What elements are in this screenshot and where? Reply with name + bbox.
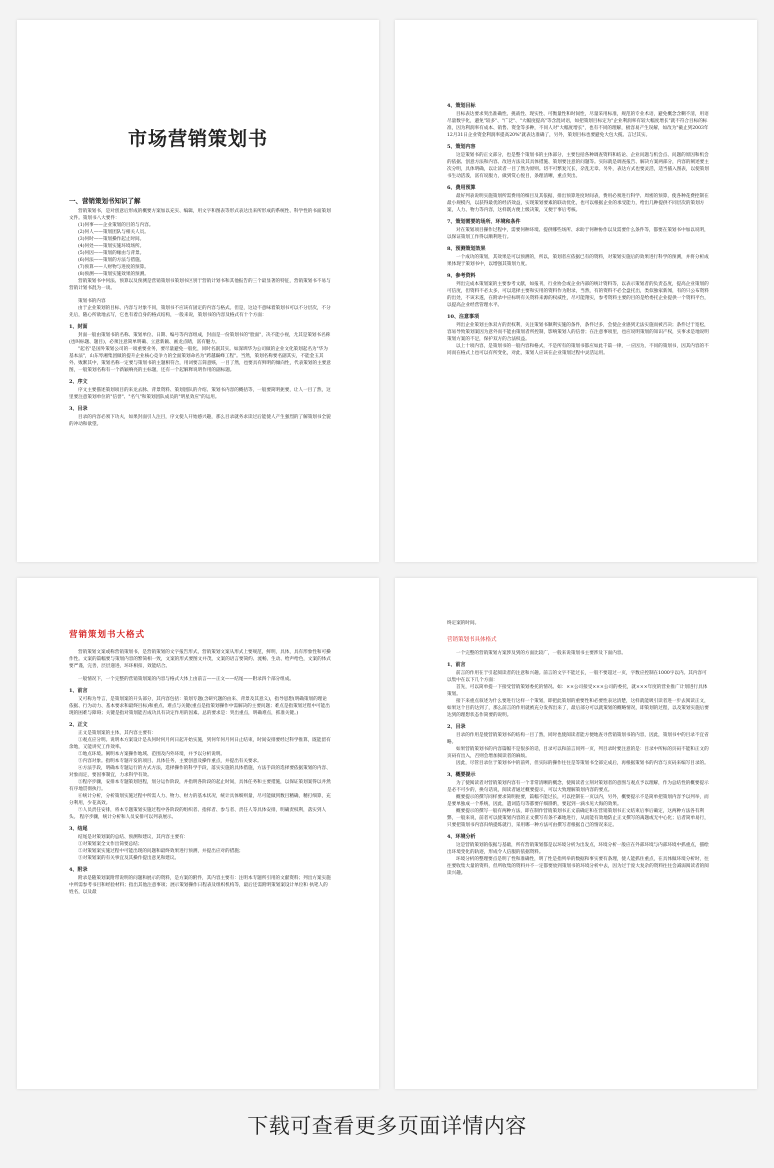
- paragraph: 对在策划项目操作过程中，需要何种环境、提供哪些场所、求助于何种协作以及需要什么条件等，都要在策划书中加以说明，以保证策划工作得以顺利进行。: [447, 228, 709, 240]
- paragraph: 概要提示的撰写同样要求简明扼要，篇幅不能过长，可以控制在一页以内，另外，概要提示不是简单把策划内容予以列举，而是要单独成一个系统，因此，遣词造句等都要仔细斟酌，要起到一滴水见大海的效果。: [447, 795, 709, 807]
- red-section-title: 营销策划书大格式: [69, 630, 146, 640]
- list-item: (5)何因——策划的缘由与背景。: [78, 251, 145, 256]
- paragraph: 这是营销策划的依据与基础，所有营销策划都是以环境分析为出发点，环境分析一般应在外部环境与内部环境中抓重点，描绘出环境变化的轨迹，形成令人信服的依据资料。: [447, 843, 709, 855]
- subsection-title: 9、参考资料: [447, 273, 476, 279]
- paragraph: 序文主要描述策划项目的来龙去脉、背景资料、策划团队的介绍、策划书内容的概括等，一般要简明扼要，让人一目了然，这里要注意策划单位的"信誉"、"名气"和策划团队成员的"明星效应"的运用。: [69, 388, 331, 400]
- subsection-title: 3、概要提示: [447, 772, 476, 778]
- subsection-title: 1、前言: [447, 662, 466, 668]
- list-item: ④方法手段，明确本专题运行的方式方法，选择操作的科学手段，落实实施的具体措施，方法手段的选择要依据策划的内容、对象而定，要因事制宜，力求科学有效。: [69, 766, 331, 778]
- paragraph: 因此，尽管目录位于策划书中的前列，但实际的操作往往是等策划书全部完成后，再根据策划书的内容与页码来编写目录的。: [456, 761, 709, 766]
- subsection-title: 1、封面: [69, 324, 88, 330]
- document-page-3: [17, 578, 379, 1089]
- paragraph: 终定案的时间。: [447, 621, 480, 626]
- document-page-1: [17, 20, 379, 562]
- section-heading: 一、营销策划书知识了解: [69, 197, 141, 205]
- paragraph: 营销策划书，是对创意后形成的概要方案加以充实、编辑，用文字和图表等形式表达出来所形成的系统性、科学性的书面策划文件。策划书八大要件：: [69, 209, 331, 221]
- paragraph: 一般情况下，一个完整的营销策划案的内容与格式大体上由前言——正文——结尾——附录四个部分组成。: [78, 677, 294, 682]
- document-page-4: [395, 578, 757, 1089]
- paragraph: 如果营销策划书的内容篇幅不是很多的话，目录可以和前言同列一页，列目录时要注意的是：目录中所标的页码不能和正文的页码有出入，否则会增加阅读者的麻烦。: [447, 747, 709, 759]
- list-item: ③对策划案的有关事宜及其操作提出意见和建议。: [78, 856, 180, 861]
- paragraph: 一个完整的营销策划方案涉及到的方面比较广，一般来说策划书主要涉及下面内容。: [456, 651, 626, 656]
- paragraph: 营销策划书中何法、预算以及预测是营销策划书策划书区别于营销计划书和其他报告的三个最显著的特征，营销策划书不易与营销计划书混为一谈。: [69, 279, 331, 291]
- paragraph: 目录的作用是使营销策划书的结构一目了然，同时也使阅读者能方便地查寻营销策划书的内容，因此，策划书中的目录不宜省略。: [447, 733, 709, 745]
- paragraph: 列出企业策划主体双方的责权利，关注策划书顺利实施的条件，条件过多，会使企业感到无法实施而被否决；条件过于宽松，容易导致策划案因为意外而不能由策划者所控制，影响策划人的信誉；在注意事项里，也应说明策划的知识产权，实事求是地说明策划方案的不足，保护双方的合法权益。: [447, 323, 709, 342]
- paragraph: 封面一般由策划书的名称、策划单位、日期、编号等内容组成，封面是一份策划书的"脸面"，决不能小视，尤其是策划书名称(也叫标题、题目)，必须注意简单明确、立意新颖、画龙点睛，富有魅力。: [69, 333, 331, 345]
- paragraph: 首先，可以简单提一下接受营销策划委托的情况。如：××公司接受×××公司的委托，就×××年度的营业推广计划进行具体策划。: [447, 685, 708, 697]
- paragraph: "起名"是国外策划公司的一项重要业务，要尽量避免一般化，同时名副其实。如深圳华为公司做的企业文化策划起名为"华为基本法"，山东琴湘集团做的提升企业核心竞争力的全面策划命名为"跨越巅峰工程"。当然，策划名称要名副其实，不能金玉其外、败絮其中，策划名称一定要与策划书的主题相符合，用词要言简意赅，一目了然，也要具有鲜明的倾向性，代表策划的主要意图，一般策划名称有一个新颖响亮的主标题，还有一个起解释说明作用的副标题。: [69, 347, 331, 373]
- list-item: ⑤程序步骤，安排本专题策划进程，划分运作阶段，并指明各阶段的起止时间，具体任务和主要措施，以保证策划案得以井然有序地贯彻执行。: [69, 780, 331, 792]
- paragraph: 前言的作用在于引起阅读者的注意和兴趣。前言的文字不能过长，一般不要超过一页，字数应控制在1000字以内。其内容可以集中在以下几个方面：: [447, 671, 707, 683]
- list-item: ②地点环境。阐明本方案操作地域、范围及内外环境，并予以分析说明。: [78, 752, 226, 757]
- list-item: ⑦人员责任安排，将本专题策划实施过程中各阶段的组织者、指挥者、参与者、责任人等具体安排，明确责权利，落实到人头。 程序步骤，统计分析和人员安排可以列表展示。: [69, 808, 327, 820]
- subsection-title: 4、策划目标: [447, 103, 476, 109]
- paragraph: 环境分析的整理要点是明了性和准确性，明了性是指列举的数据和事实要有条理，使人能抓住重点，在具体做环境分析时，往往要收集大量的资料，但所收集的资料并不一定都要放到策划书的环境分析中去，因为过于庞大复杂的资料往往会减弱阅读者的阅读兴趣。: [447, 857, 709, 876]
- paragraph: 正文是策划案的主体，其内容主要有：: [78, 731, 157, 736]
- paragraph: 以上十项内容，是策划书的一般内容和格式，不是所有的策划书都应如此千篇一律，一应因为，不同的策划书，因其内容的不同而在格式上也可以有所变化，对此，策划人应该在企业策划过程中灵活运用。: [447, 344, 709, 356]
- paragraph: 目录的内容必须下功夫，如果封面引人注目，序文使人开始感兴趣，那么目录就务求读过后能使人产生强烈的了解策划书全貌的冲动和欲望。: [69, 415, 331, 427]
- document-title: 市场营销策划书: [127, 128, 268, 150]
- paragraph: 这是策划书的正文部分，也是整个策划书的主体部分，主要包括各种调查资料和结论、企业问题与机会点、问题的原因和机会的依据、创意方法和内容、改进方法及其具体措施、策划要注意的问题等。实际就是调查报告、解决方案两部分，内容的阐述要主次分明，具体明确，以让读者一目了然为原则。切不可繁复冗长，杂乱无章。另外，表达方式也要灵活，适当插入图表，以使策划书生动活泼，富有说服力，做到赏心悦目，条理清晰，重点突出。: [447, 153, 709, 179]
- subsection-title: 6、费用预算: [447, 185, 476, 191]
- paragraph: 概要提示的撰写一般有两种方法，即在制作营销策划书正文前确定和在营销策划书正文结束后事后确定，这两种方法各有利弊，一般来说，前者可以使策划内容的正文撰写有条不紊地进行，从而能有效地防止正文撰写的离题或无中心化；后者简单易行，只要把策划书内容归纳提炼就行，采用哪一种方法可由撰写者根据自己的情况来定。: [447, 809, 709, 828]
- subsection-title: 5、策划内容: [447, 144, 476, 150]
- paragraph: 一个成功的策划，其效果是可以预测的，所以，策划者应依据已有的资料，对策划实施后的效果进行科学的预测，并将分析成果体现于策划书中，以增强其策划力度。: [447, 255, 709, 267]
- paragraph: 最好列表说明实施策划所需费用的细目及其依据，排出预算进度时间表，费用必须进行科学、周密的预算，使各种花费控制在最小规模内，以获得最优的经济效益，实现策划要素的联动优化，也可以根据企业的承受能力，给出几种提供不同层次的策划方案，人力、物力等内容，这样既方便上级决策，又便于事后考核。: [447, 194, 709, 213]
- list-item: (3)何时——策划操作起止时间。: [78, 237, 145, 242]
- paragraph: 结尾是对策划案的总结、预测和建议，其内容主要有：: [78, 835, 189, 840]
- paragraph: 目标表达要求突出准确性、挑战性、现实性、可衡量性和时间性，尽量采用标准，规范的专业术语，避免概念含糊不清，用语尽量数字化，避免"较多"、"广泛"、"大幅度提高"等含混词语，如把策划目标定为"企业利润率有较大幅度增长"就不符合目标的标准，因为利润率有成本、销售、资金等多种，不同人对"大幅度增长"，也有不同的理解，极容易产生误解，如改为"截止到2003年12月31日企业资金利润率提高20%"就表达准确了，另外，策划目标也要避免大包大揽、言过其实。: [447, 112, 709, 138]
- list-item: (4)何处——策划实施环境场所。: [78, 244, 145, 249]
- subsection-title: 2、正文: [69, 722, 88, 728]
- subsection-title: 3、结尾: [69, 826, 88, 832]
- list-item: ①观点应分明。说明本方案设计是从何时何月何日起开始实施，到何年何月何日止结束，时间安排要经过科学推算，既能留有余地，又能讲究工作效率。: [69, 738, 331, 750]
- list-item: ⑥统计分析，分析策划实施过程中所需人力、物力、财力的基本状况，统计具体细则量，尽可能做到数目精确，精打细算，充分利用，少花高效。: [69, 794, 331, 806]
- download-caption[interactable]: 下载可查看更多页面详情内容: [247, 1114, 527, 1138]
- subsection-title: 8、预测策划效果: [447, 246, 486, 252]
- subsection-title: 4、附录: [69, 867, 88, 873]
- subsection-title: 4、环境分析: [447, 834, 476, 840]
- list-item: ③内容对象。指明本专题开发的项目、具体任务，主要创意及操作重点，并提出有关要求。: [78, 759, 262, 764]
- subsection-title: 1、前言: [69, 688, 88, 694]
- paragraph: 由于企业策划的目标、内容与对象不同，策划书不应该有固定的内容与格式。但是，这边不意味着策划书可以不分层次，不分先后，随心所欲地去写，它也有着自身的格式结构，一般来说，策划书的内容及格式有十个方面：: [69, 306, 331, 318]
- paragraph: 列出完成本策划案的主要参考文献，如报刊，行业协会或企业内部的统计资料等，以表示策划者的负责态度，提高企业策划的可信度，但资料不必太多，可以选择主要和实用的资料作为附录，当然，有的资料不必全盘托出，类似独家新闻，有的只公布资料的出处，不该未遂，在附录中应标明有关资料来源的权威性，尽可能翔实，参考资料主要的目的是给委托企业提供一个资料平台，以提高企业经营管理水平。: [447, 282, 709, 308]
- document-page-2: [395, 20, 757, 562]
- list-item: (8)预测——策划实施效果的预测。: [78, 272, 149, 277]
- red-section-title: 营销策划书具体格式: [447, 637, 497, 643]
- subsection-title: 7、策划需要的场所、环境和条件: [447, 219, 521, 225]
- subsection-title: 2、序文: [69, 379, 88, 385]
- subheading: 策划书的内容: [78, 299, 106, 304]
- list-item: (2)何人——策划团队与相关人员。: [78, 230, 149, 235]
- list-item: (7)预算——人财物与进度的预算。: [78, 265, 149, 270]
- list-item: ①对策划案全文作出简要总结；: [78, 842, 143, 847]
- list-item: (1)何事——企业策划的目的与内容。: [78, 223, 154, 228]
- list-item: ②对策划案实施过程中可能出现的问题和最终效果进行预测，并提出应对的措施；: [78, 849, 244, 854]
- paragraph: 附录是随策划案附带说明的问题和展示的资料，是方案的附件，其内容主要有：注明本专题所引用的文献资料；列出方案实施中所需参考书目和经验材料；指出其他注意事项；展示策划操作日程表及组织机构等，最后还需附明策划案设计单位和 执笔人的姓名，以及最: [69, 876, 331, 895]
- paragraph: 营销策划文案或称营销策划书，是营销策划的文字报告形式，营销策划文案从形式上要规范，鲜明，具体，具有形象性和可操作性。文案的篇幅要与策划内容的繁简相一致，文案的形式要图文并茂，文案的语言要简约、流畅、生动、给声给色，文案的体式要严谨，完善，层层递进，环环相扣，效能结合。: [69, 650, 331, 669]
- paragraph: 为了使阅读者对营销策划内容有一个非常清晰的概念，使阅读者立刻对策划者的意图与观点予以理解，作为总结性的概要提示是必不可少的，换句话说，阅读者通过概要提示，可以大致理解策划内容的要点。: [447, 781, 709, 793]
- paragraph: 又可称为导言，是策划案的开头部分，其内容包括：策划专题(含研究题的由来、背景及其意义)，指导思想(明确策划的理论依据、行为动力、基本要求和最终目标)和重点、难点与关键(重点是指策划操作中需解决的主要问题；难点是指策划过程中可能出现的困难与障碍；关键是指对策划能否成功具有决定作用的因素。总的要求是：突出重点，明确难点，抓准关键。): [69, 697, 330, 716]
- subsection-title: 2、目录: [447, 724, 466, 730]
- list-item: (6)何法——策划的方法与措施。: [78, 258, 145, 263]
- subsection-title: 3、目录: [69, 406, 88, 412]
- subsection-title: 10、注意事项: [447, 314, 479, 320]
- paragraph: 接下来重点叙述为什么要进行这样一个策划，即把此策划的重要性和必要性表达清楚，这样就能吸引读者进一步去阅读正文，如果这个目的达到了，那么前言的作用就被充分发挥出来了，最后部分可以就策划的概略情况，即策划的过程，以及策划实施后要达到的理想状态作简要的说明。: [447, 699, 709, 718]
